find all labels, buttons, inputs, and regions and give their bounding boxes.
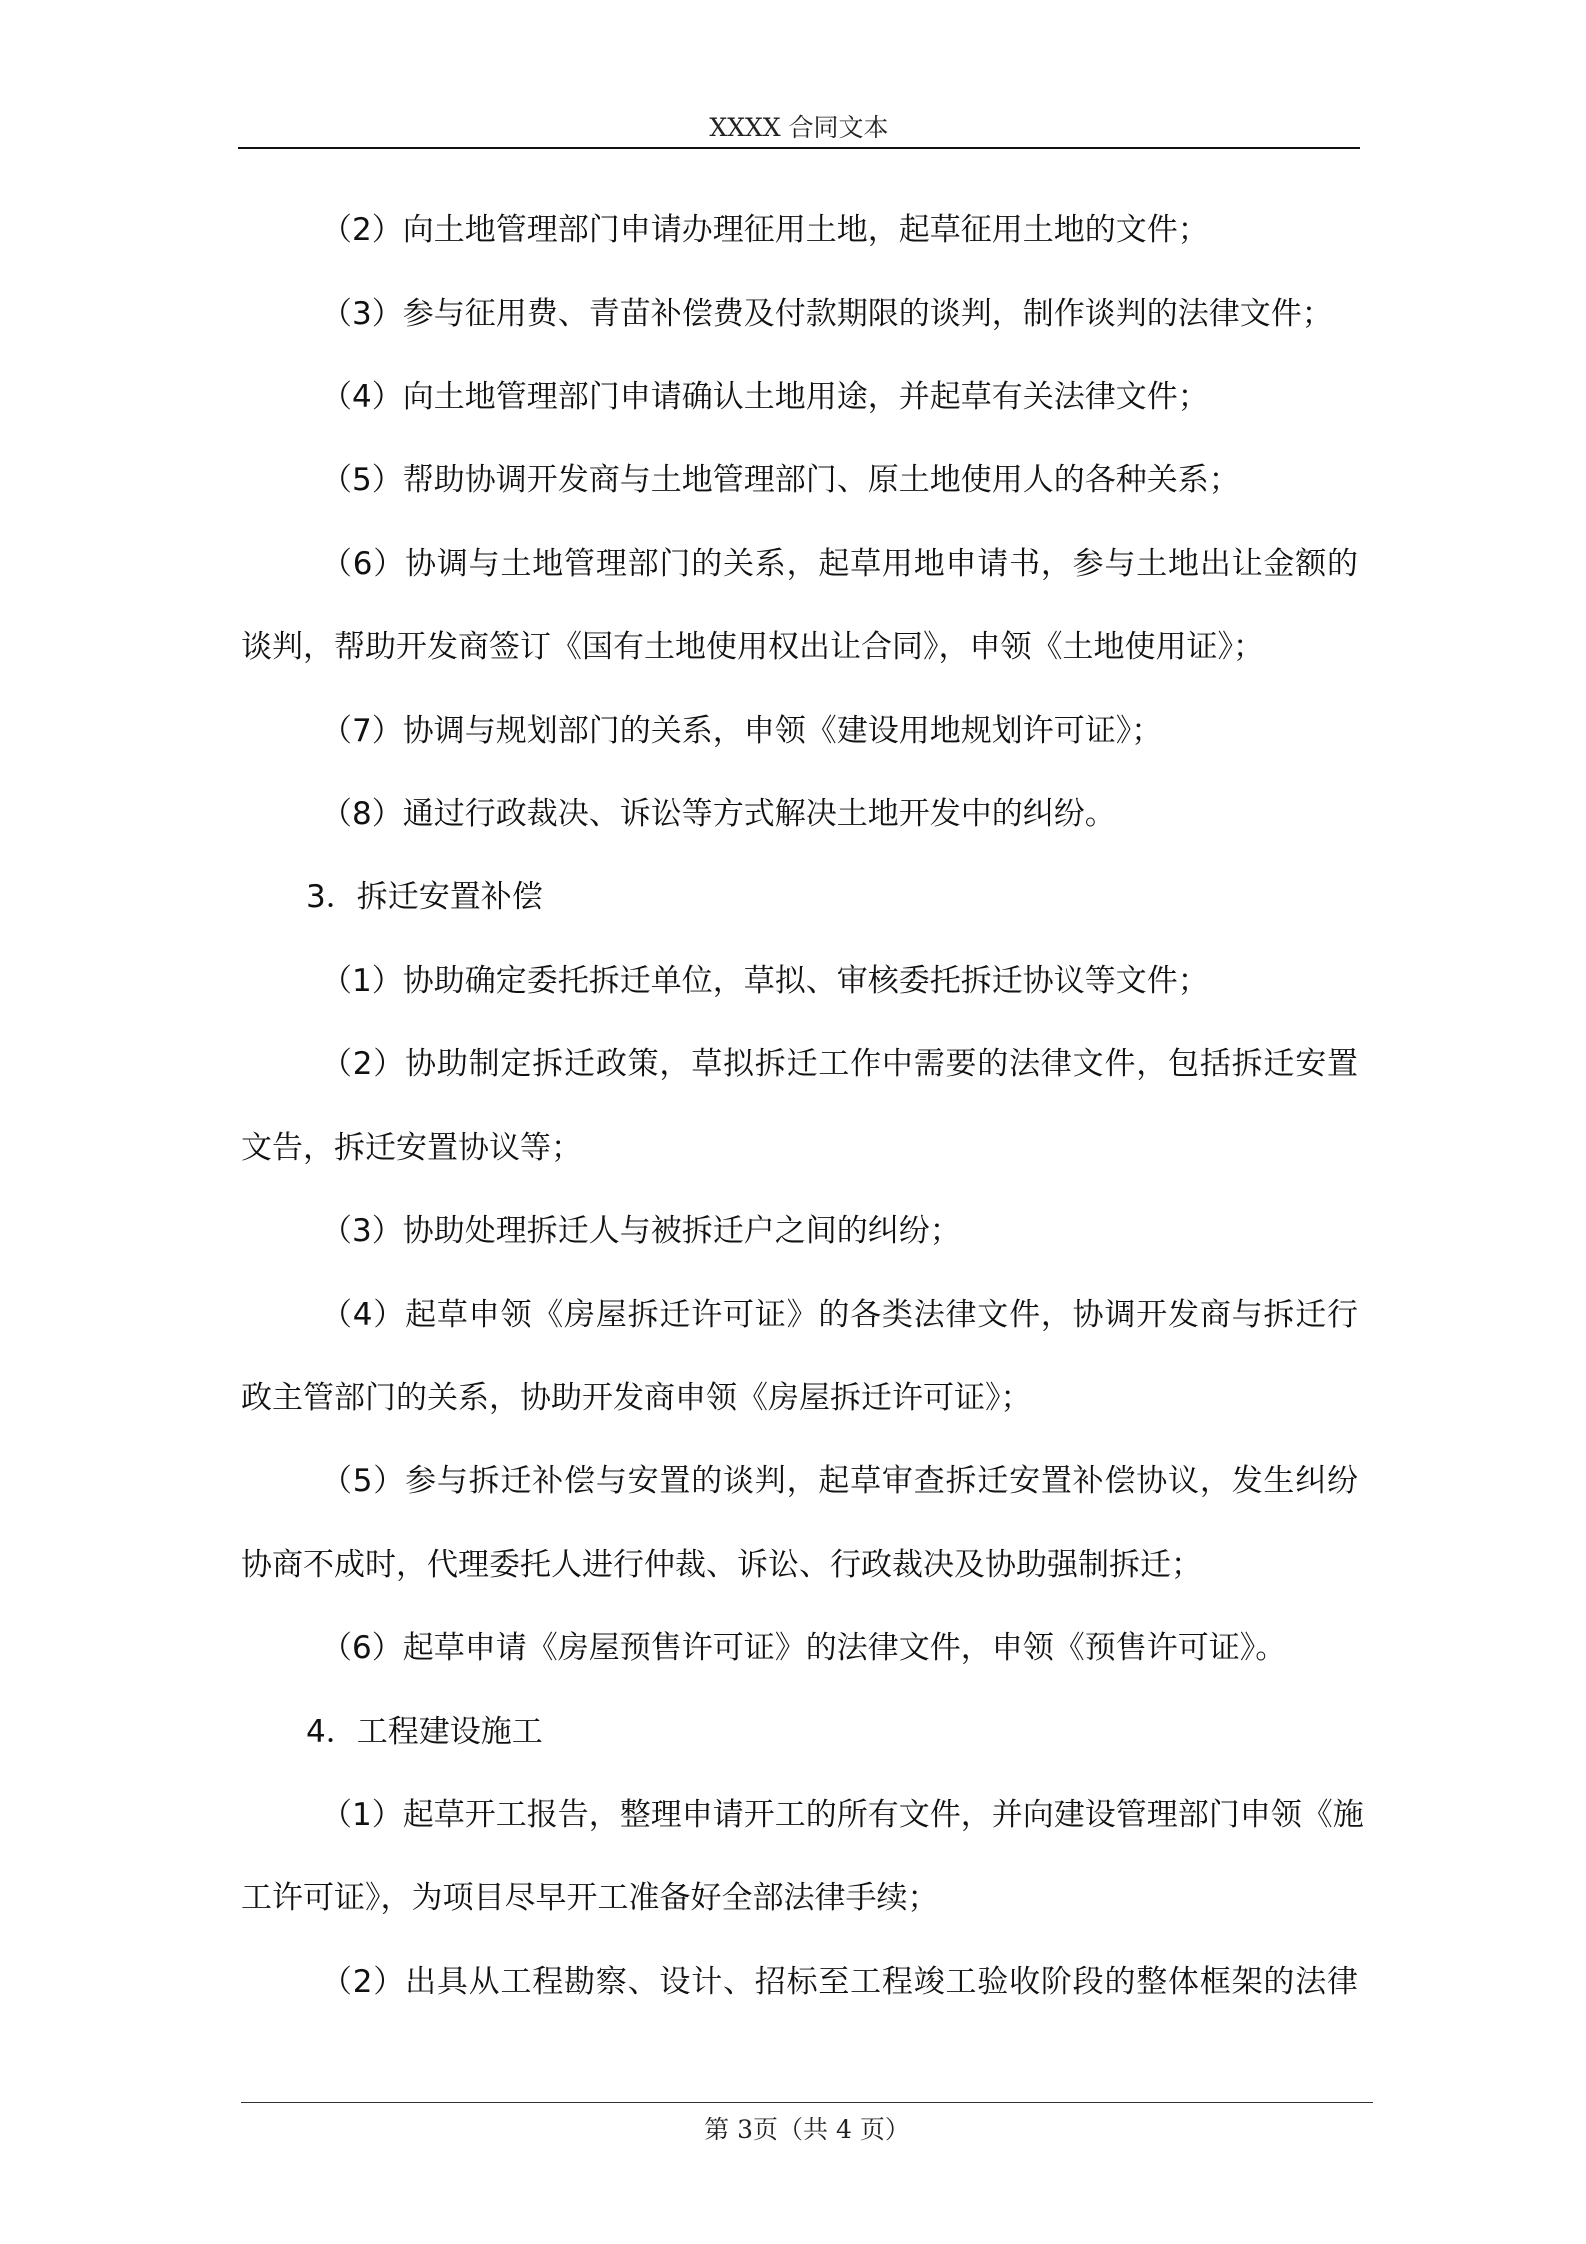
paragraph-line: （6）协调与土地管理部门的关系，起草用地申请书，参与土地出让金额的	[321, 546, 1358, 582]
section-heading: 4．工程建设施工	[306, 1714, 543, 1750]
section-heading: 3．拆迁安置补偿	[306, 879, 543, 915]
paragraph-line: （3）参与征用费、青苗补偿费及付款期限的谈判，制作谈判的法律文件；	[321, 296, 1333, 332]
paragraph-line: （1）起草开工报告，整理申请开工的所有文件，并向建设管理部门申领《施	[321, 1797, 1364, 1833]
page-number: 第 3页（共 4 页）	[704, 2115, 910, 2144]
page-header-title: XXXX 合同文本	[709, 113, 889, 142]
paragraph-line: 文告，拆迁安置协议等；	[241, 1130, 582, 1166]
footer-divider	[241, 2102, 1373, 2103]
paragraph-line: （1）协助确定委托拆迁单位，草拟、审核委托拆迁协议等文件；	[321, 963, 1209, 999]
paragraph-line: （4）起草申领《房屋拆迁许可证》的各类法律文件，协调开发商与拆迁行	[321, 1297, 1358, 1333]
paragraph-line: （5）帮助协调开发商与土地管理部门、原土地使用人的各种关系；	[321, 462, 1240, 498]
header-divider	[238, 147, 1360, 149]
paragraph-line: （2）向土地管理部门申请办理征用土地，起草征用土地的文件；	[321, 212, 1209, 248]
paragraph-line: 协商不成时，代理委托人进行仲裁、诉讼、行政裁决及协助强制拆迁；	[241, 1547, 1202, 1583]
paragraph-line: （6）起草申请《房屋预售许可证》的法律文件，申领《预售许可证》。	[321, 1630, 1287, 1666]
paragraph-line: （2）协助制定拆迁政策，草拟拆迁工作中需要的法律文件，包括拆迁安置	[321, 1046, 1358, 1082]
paragraph-line: （8）通过行政裁决、诉讼等方式解决土地开发中的纠纷。	[321, 796, 1116, 832]
paragraph-line: 政主管部门的关系，协助开发商申领《房屋拆迁许可证》；	[241, 1380, 1032, 1416]
paragraph-line: （4）向土地管理部门申请确认土地用途，并起草有关法律文件；	[321, 379, 1209, 415]
paragraph-line: （5）参与拆迁补偿与安置的谈判，起草审查拆迁安置补偿协议，发生纠纷	[321, 1463, 1358, 1499]
paragraph-line: （2）出具从工程勘察、设计、招标至工程竣工验收阶段的整体框架的法律	[321, 1964, 1358, 2000]
paragraph-line: （7）协调与规划部门的关系，申领《建设用地规划许可证》；	[321, 713, 1163, 749]
paragraph-line: 工许可证》，为项目尽早开工准备好全部法律手续；	[241, 1880, 939, 1916]
paragraph-line: （3）协助处理拆迁人与被拆迁户之间的纠纷；	[321, 1213, 961, 1249]
paragraph-line: 谈判，帮助开发商签订《国有土地使用权出让合同》，申领《土地使用证》；	[241, 629, 1264, 665]
